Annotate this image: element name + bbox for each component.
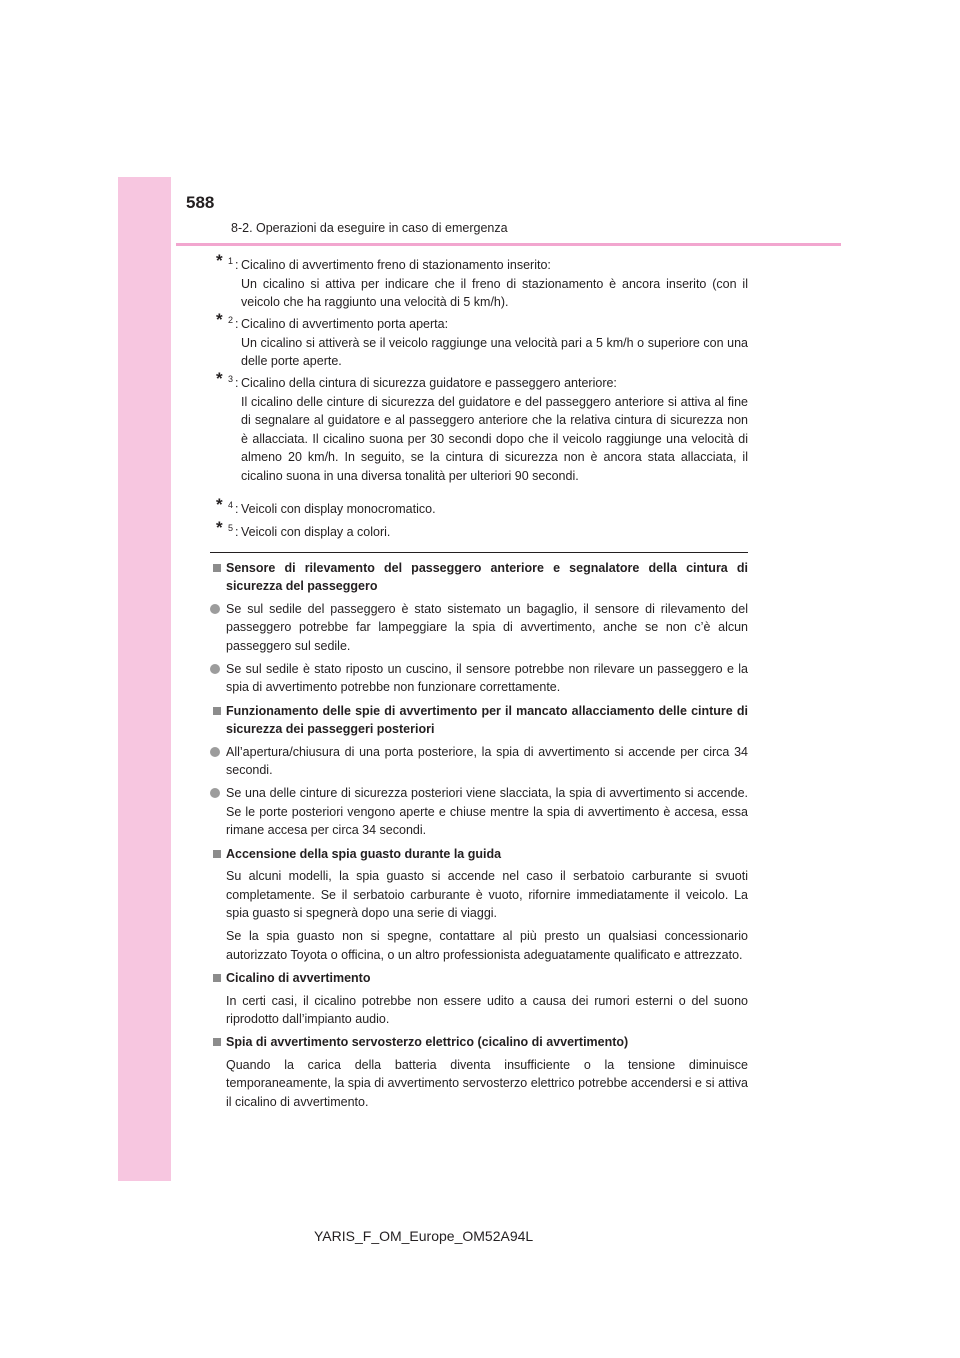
circle-bullet-icon	[210, 664, 220, 674]
footnote-2: * 2 : Cicalino di avvertimento porta aperta: Un cicalino si attiverà se il veicolo raggiunge una velocità pari a 5 km/h o superiore con una delle porte aperte.	[216, 315, 748, 371]
document-id-footer: YARIS_F_OM_Europe_OM52A94L	[314, 1228, 534, 1244]
note-block	[210, 559, 748, 697]
note-heading: Cicalino di avvertimento	[210, 969, 748, 987]
square-bullet-icon	[213, 974, 221, 982]
note-heading: Accensione della spia guasto durante la guida	[210, 845, 748, 863]
footnote-number: 4	[228, 500, 234, 510]
footnote-title: Veicoli con display a colori.	[241, 525, 391, 539]
footnote-asterisk: *	[216, 518, 223, 537]
note-block	[210, 1033, 748, 1111]
note-block	[210, 702, 748, 840]
note-heading: Funzionamento delle spie di avvertimento per il mancato allacciamento delle cinture di sicurezza dei passeggeri posteriori	[210, 702, 748, 739]
notes-section	[210, 559, 748, 1116]
note-paragraph: Se la spia guasto non si spegne, contattare al più presto un qualsiasi concessionario autorizzato Toyota o officina, o un altro professionista adeguatamente qualificato e attrezzato.	[226, 929, 748, 962]
chapter-sidebar-band	[118, 177, 171, 1181]
footnote-title: Cicalino di avvertimento freno di stazionamento inserito:	[241, 258, 551, 272]
page-number: 588	[186, 193, 215, 212]
circle-bullet-icon	[210, 604, 220, 614]
footnote-asterisk: *	[216, 369, 223, 388]
footnote-3: * 3 : Cicalino della cintura di sicurezza guidatore e passeggero anteriore: Il cicalino delle cinture di sicurezza del guidatore e del passeggero anteriore si attiva al fine di segnalare al guidatore e al passeggero anteriore che la relativa cintura di sicurezza non è allacciata. Il cicalino suona per 30 secondi dopo che il veicolo raggiunge una velocità di almeno 20 km/h. In seguito, se la cintura di sicurezza non è ancora stata allacciata, il cicalino suona in una diversa tonalità per ulteriori 90 secondi.	[216, 374, 748, 485]
footnote-asterisk: *	[216, 495, 223, 514]
footnote-number: 5	[228, 523, 234, 533]
circle-bullet-icon	[210, 788, 220, 798]
note-bullet: Se sul sedile è stato riposto un cuscino, il sensore potrebbe non rilevare un passeggero e la spia di avvertimento potrebbe non funzionare correttamente.	[196, 660, 748, 697]
footnote-text: Il cicalino delle cinture di sicurezza del guidatore e del passeggero anteriore si attiva al fine di segnalare al guidatore e al passeggero anteriore che la relativa cintura di sicurezza non è allacciata. Il cicalino suona per 30 secondi dopo che il veicolo raggiunge una velocità di almeno 20 km/h. In seguito, se la cintura di sicurezza non è ancora stata allacciata, il cicalino suona in una diversa tonalità per ulteriori 90 secondi.	[241, 394, 748, 483]
footnote-asterisk: *	[216, 251, 223, 270]
note-paragraph: Quando la carica della batteria diventa insufficiente o la tensione diminuisce temporaneamente, la spia di avvertimento servosterzo elettrico potrebbe accendersi e si attiva il cicalino di avvertimento.	[226, 1057, 748, 1109]
footnote-asterisk: *	[216, 310, 223, 329]
note-bullet: Se sul sedile del passeggero è stato sistemato un bagaglio, il sensore di rilevamento del passeggero potrebbe far lampeggiare la spia di avvertimento, anche se non c’è alcun passeggero sul sedile.	[196, 600, 748, 655]
note-block	[210, 969, 748, 1028]
square-bullet-icon	[213, 707, 221, 715]
footnote-5: * 5 : Veicoli con display a colori.	[216, 523, 748, 542]
footnote-1: * 1 : Cicalino di avvertimento freno di stazionamento inserito: Un cicalino si attiva per indicare che il freno di stazionamento è ancora inserito (con il veicolo che ha raggiunto una velocità di 5 km/h).	[216, 256, 748, 312]
note-heading: Spia di avvertimento servosterzo elettrico (cicalino di avvertimento)	[210, 1033, 748, 1051]
square-bullet-icon	[213, 850, 221, 858]
note-block	[210, 845, 748, 964]
footnote-number: 3	[228, 374, 234, 384]
footnote-text: Un cicalino si attiverà se il veicolo raggiunge una velocità pari a 5 km/h o superiore con una delle porte aperte.	[241, 335, 748, 368]
footnote-title: Cicalino di avvertimento porta aperta:	[241, 317, 449, 331]
header-rule	[176, 243, 841, 246]
section-title: 8-2. Operazioni da eseguire in caso di emergenza	[231, 221, 508, 235]
note-bullet: Se una delle cinture di sicurezza posteriori viene slacciata, la spia di avvertimento si accende. Se le porte posteriori vengono aperte e chiuse mentre la spia di avvertimento è accesa, essa rimane accesa per circa 34 secondi.	[196, 784, 748, 839]
footnote-text: Un cicalino si attiva per indicare che il freno di stazionamento è ancora inserito (con il veicolo che ha raggiunto una velocità di 5 km/h).	[241, 276, 748, 309]
circle-bullet-icon	[210, 747, 220, 757]
square-bullet-icon	[213, 564, 221, 572]
note-paragraph: Su alcuni modelli, la spia guasto si accende nel caso il serbatoio carburante si svuoti completamente. Se il serbatoio carburante è vuoto, rifornire immediatamente il veicolo. La spia guasto si spegnerà dopo una serie di viaggi.	[226, 869, 748, 920]
note-heading: Sensore di rilevamento del passeggero anteriore e segnalatore della cintura di sicurezza del passeggero	[210, 559, 748, 596]
footnote-title: Veicoli con display monocromatico.	[241, 502, 436, 516]
square-bullet-icon	[213, 1038, 221, 1046]
footnote-title: Cicalino della cintura di sicurezza guidatore e passeggero anteriore:	[241, 376, 617, 390]
section-divider	[210, 552, 748, 553]
footnote-4: * 4 : Veicoli con display monocromatico.	[216, 500, 748, 519]
footnote-number: 2	[228, 315, 234, 325]
note-paragraph: In certi casi, il cicalino potrebbe non essere udito a causa dei rumori esterni o del suono riprodotto dall’impianto audio.	[226, 993, 748, 1026]
note-bullet: All’apertura/chiusura di una porta posteriore, la spia di avvertimento si accende per circa 34 secondi.	[196, 743, 748, 780]
footnote-number: 1	[228, 256, 234, 266]
